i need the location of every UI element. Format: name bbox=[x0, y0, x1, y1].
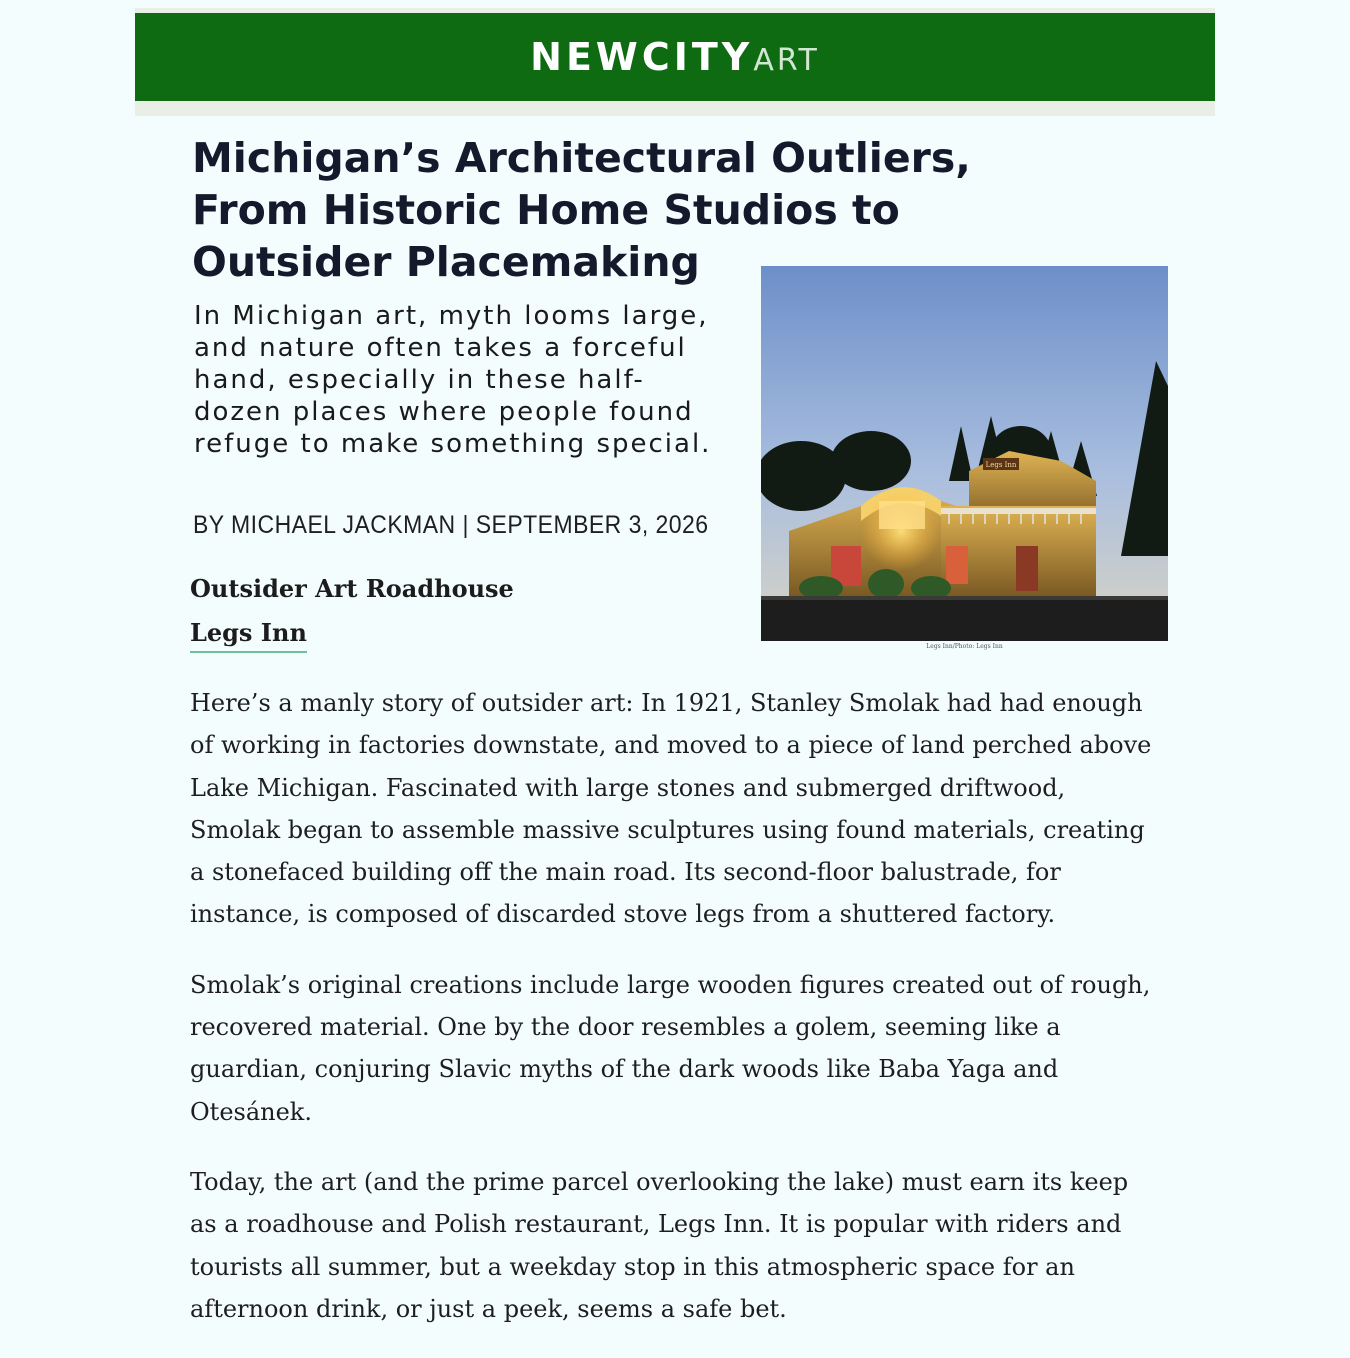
article-byline: BY MICHAEL JACKMAN | SEPTEMBER 3, 2026 bbox=[193, 511, 709, 539]
site-logo[interactable] bbox=[530, 35, 820, 79]
article-dek: In Michigan art, myth looms large, and nature often takes a forceful hand, especially in these half-dozen places where people found refuge to make something special. bbox=[194, 301, 712, 459]
legs-inn-sign-text: Legs Inn bbox=[985, 461, 1017, 469]
masthead-wrapper bbox=[135, 8, 1215, 116]
logo-wordmark-light: ART bbox=[753, 43, 820, 78]
logo-wordmark-strong: NEWCITY bbox=[530, 35, 754, 79]
section-label: Outsider Art Roadhouse bbox=[190, 574, 514, 603]
body-paragraph: Smolak’s original creations include large wooden figures created out of rough, recovered material. One by the door resembles a golem, seeming like a guardian, conjuring Slavic myths of the dark woods like Baba Yaga and Otesánek. bbox=[190, 970, 1151, 1126]
body-paragraph: Here’s a manly story of outsider art: In 1921, Stanley Smolak had had enough of working in factories downstate, and moved to a piece of land perched above Lake Michigan. Fascinated with large stones and submerged driftwood, Smolak began to assemble massive sculptures using found materials, creating a stonefaced building off the main road. Its second-floor balustrade, for instance, is composed of discarded stove legs from a shuttered factory. bbox=[190, 689, 1152, 929]
legs-inn-link[interactable]: Legs Inn bbox=[190, 616, 307, 653]
legs-inn-photo bbox=[761, 266, 1168, 641]
article-headline: Michigan’s Architectural Outliers, From Historic Home Studios to Outsider Placemaking bbox=[192, 134, 971, 286]
masthead-banner bbox=[135, 13, 1215, 101]
body-paragraph: Today, the art (and the prime parcel overlooking the lake) must earn its keep as a roadhouse and Polish restaurant, Legs Inn. It is popular with riders and tourists all summer, but a weekday stop in this atmospheric space for an afternoon drink, or just a peek, seems a safe bet. bbox=[190, 1167, 1129, 1323]
photo-caption: Legs Inn/Photo: Legs Inn bbox=[926, 643, 1003, 650]
article-body bbox=[190, 682, 1160, 1358]
legs-inn-photo-illustration bbox=[761, 266, 1168, 641]
